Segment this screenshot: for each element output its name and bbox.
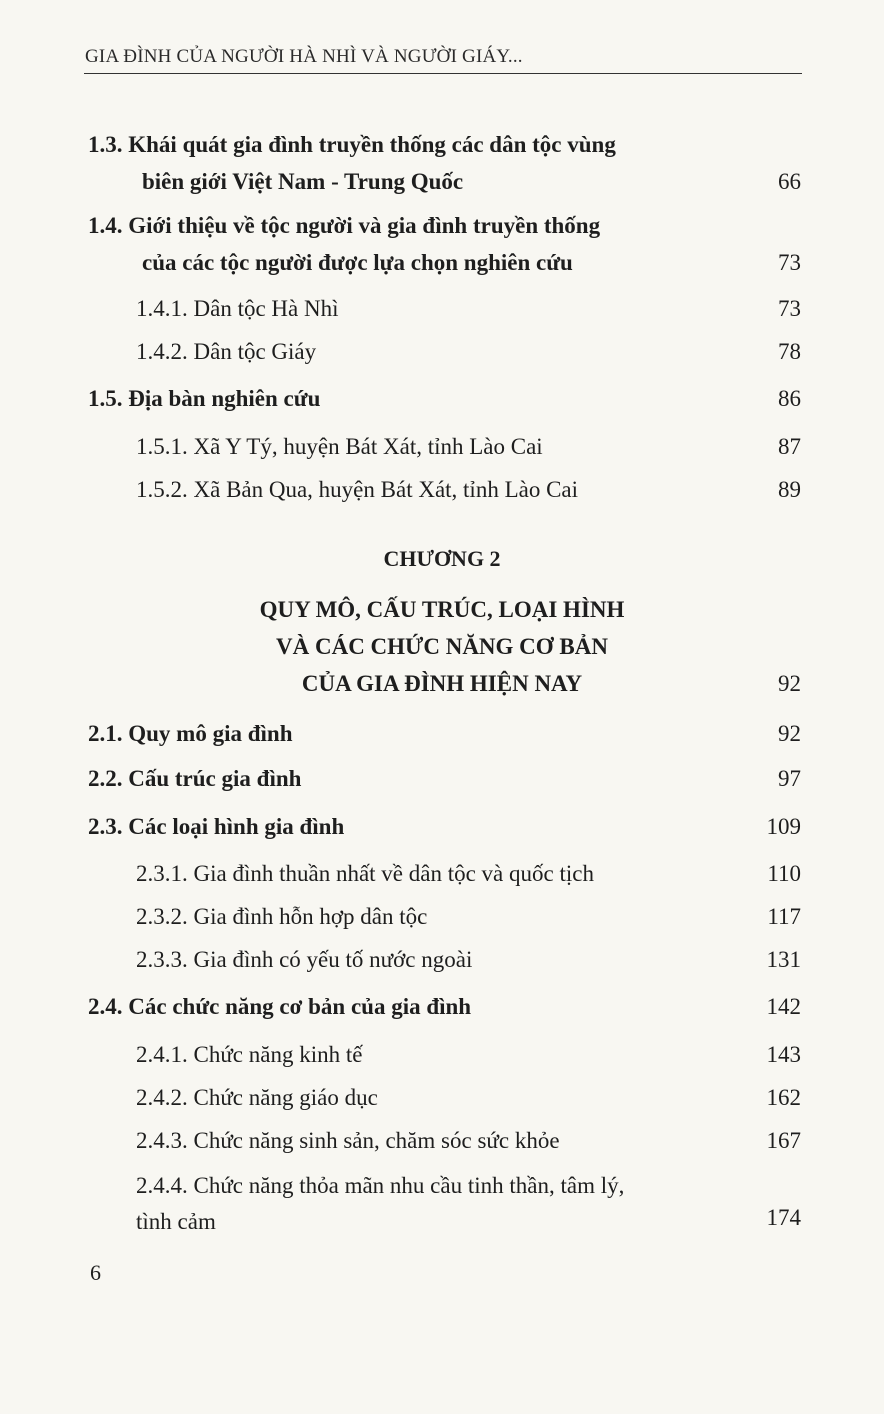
toc-entry-text: 2.4.2. Chức năng giáo dục xyxy=(136,1085,378,1110)
toc-entry-text: 2.3.2. Gia đình hỗn hợp dân tộc xyxy=(136,904,428,929)
toc-page-number: 142 xyxy=(766,994,801,1019)
toc-entry-text: 1.5.2. Xã Bản Qua, huyện Bát Xát, tỉnh Lào Cai xyxy=(136,477,579,502)
header-rule xyxy=(84,73,802,74)
toc-entry-text: 2.2. Cấu trúc gia đình xyxy=(88,766,302,791)
toc-page-number: 78 xyxy=(778,339,801,364)
toc-page-number: 174 xyxy=(766,1205,801,1230)
toc-page-number: 73 xyxy=(778,250,801,275)
toc-page-number: 97 xyxy=(778,766,801,791)
toc-page-number: 86 xyxy=(778,386,801,411)
toc-entry-text: 2.4.4. Chức năng thỏa mãn nhu cầu tinh thần, tâm lý, xyxy=(136,1173,625,1198)
toc-page-number: 162 xyxy=(766,1085,801,1110)
toc-page-number: 110 xyxy=(767,861,801,886)
chapter-title-line-1: QUY MÔ, CẤU TRÚC, LOẠI HÌNH xyxy=(259,597,625,622)
toc-entry-text: 2.3. Các loại hình gia đình xyxy=(88,814,345,839)
toc-entry-text: 2.3.3. Gia đình có yếu tố nước ngoài xyxy=(136,947,473,972)
page-number: 6 xyxy=(90,1260,101,1285)
toc-entry-text: 2.3.1. Gia đình thuần nhất về dân tộc và quốc tịch xyxy=(136,861,594,886)
toc-page-number: 131 xyxy=(766,947,801,972)
toc-entry-text: 1.4. Giới thiệu về tộc người và gia đình truyền thống xyxy=(88,213,601,238)
toc-page-number: 143 xyxy=(766,1042,801,1067)
toc-page-number: 92 xyxy=(778,671,801,696)
toc-page-number: 66 xyxy=(778,169,801,194)
toc-entry-text-cont: tình cảm xyxy=(136,1209,216,1234)
toc-entry-text: 2.4.1. Chức năng kinh tế xyxy=(136,1042,363,1067)
toc-page-number: 117 xyxy=(767,904,801,929)
toc-entry-text: 2.1. Quy mô gia đình xyxy=(88,721,293,746)
toc-entry-text: 2.4. Các chức năng cơ bản của gia đình xyxy=(88,994,472,1019)
toc-entry-text-cont: của các tộc người được lựa chọn nghiên cứu xyxy=(142,250,573,275)
running-header: GIA ĐÌNH CỦA NGƯỜI HÀ NHÌ VÀ NGƯỜI GIÁY... xyxy=(85,46,523,67)
chapter-label: CHƯƠNG 2 xyxy=(383,546,501,571)
toc-entry-text-cont: biên giới Việt Nam - Trung Quốc xyxy=(142,169,464,194)
toc-page-number: 92 xyxy=(778,721,801,746)
toc-page-number: 167 xyxy=(766,1128,801,1153)
chapter-title-line-3: CỦA GIA ĐÌNH HIỆN NAY xyxy=(301,671,583,696)
toc-page-number: 87 xyxy=(778,434,801,459)
toc-entry-text: 1.5. Địa bàn nghiên cứu xyxy=(88,386,321,411)
toc-entry-text: 1.4.1. Dân tộc Hà Nhì xyxy=(136,296,339,321)
toc-entry-text: 1.4.2. Dân tộc Giáy xyxy=(136,339,317,364)
toc-page-number: 73 xyxy=(778,296,801,321)
toc-page-number: 109 xyxy=(766,814,801,839)
toc-entry-text: 1.5.1. Xã Y Tý, huyện Bát Xát, tỉnh Lào Cai xyxy=(136,434,543,459)
toc-entry-text: 1.3. Khái quát gia đình truyền thống các dân tộc vùng xyxy=(88,132,616,157)
toc-entry-text: 2.4.3. Chức năng sinh sản, chăm sóc sức khỏe xyxy=(136,1128,560,1153)
chapter-title-line-2: VÀ CÁC CHỨC NĂNG CƠ BẢN xyxy=(276,634,608,659)
toc-page-number: 89 xyxy=(778,477,801,502)
